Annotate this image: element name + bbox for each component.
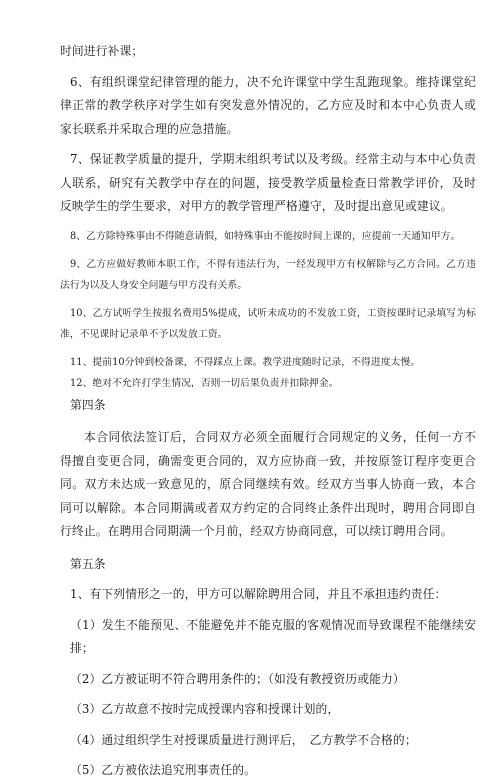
section-5-intro: 1、有下列情形之一的，甲方可以解除聘用合同，并且不承担违约责任： (70, 587, 447, 601)
clause-12: 12、绝对不允许打学生情况，否则一切后果负责并扣除押金。 (70, 377, 339, 389)
clause-9: 9、乙方应做好教师本职工作，不得有违法行为，一经发现甲方有权解除与乙方合同。乙方违法行为以及人身安全问题与甲方没有关系。 (60, 258, 476, 291)
section-5-item-5: （5）乙方被依法追究刑事责任的。 (70, 763, 257, 777)
clause-6: 6、有组织课堂纪律管理的能力，决不允许课堂中学生乱跑现象。维持课堂纪律正常的教学秩序对学生如有突发意外情况的，乙方应及时和本中心负责人或家长联系并采取合理的应急措施。 (60, 74, 476, 136)
section-5-item-2: （2）乙方被证明不符合聘用条件的；（如没有教授资历或能力） (70, 671, 405, 686)
section-5-item-4: （4）通过组织学生对授课质量进行测评后， 乙方教学不合格的； (70, 732, 417, 747)
section-4-heading: 第四条 (70, 397, 106, 412)
section-5-item-1: （1）发生不能预见、不能避免并不能克服的客观情况而导致课程不能继续安排； (70, 617, 476, 655)
clause-7: 7、保证教学质量的提升，学期末组织考试以及考级。经常主动与本中心负责人联系，研究有关教学中存在的问题，接受教学质量检查日常教学评价，及时反映学生的学生要求，对甲方的教学管理严格遵守，及时提出意见或建议。 (60, 152, 476, 213)
clause-11: 11、提前10分钟到校备课，不得踩点上课。教学进度随时记录，不得进度太慢。 (70, 356, 421, 368)
clause-8: 8、乙方除特殊事由不得随意请假，如特殊事由不能按时间上课的，应提前一天通知甲方。 (70, 230, 461, 242)
section-5-item-3: （3）乙方故意不按时完成授课内容和授课计划的， (70, 702, 340, 716)
clause-10: 10、乙方试听学生按报名费用5%提成，试听未成功的不发放工资，工资按课时记录填写为标准，不见课时记录单不予以发放工资。 (60, 307, 476, 340)
section-4-text: 本合同依法签订后，合同双方必须全面履行合同规定的义务，任何一方不得擅自变更合同，确需变更合同的，双方应协商一致，并按原签订程序变更合同。双方未达成一致意见的，原合同继续有效。经双方当事人协商一致，本合同可以解除。本合同期满或者双方约定的合同终止条件出现时，聘用合同即自行终止。在聘用合同期满一个月前，经双方协商同意，可以续订聘用合同。 (60, 430, 476, 538)
section-5-heading: 第五条 (70, 556, 106, 571)
paragraph-makeup-class: 时间进行补课； (60, 44, 144, 58)
